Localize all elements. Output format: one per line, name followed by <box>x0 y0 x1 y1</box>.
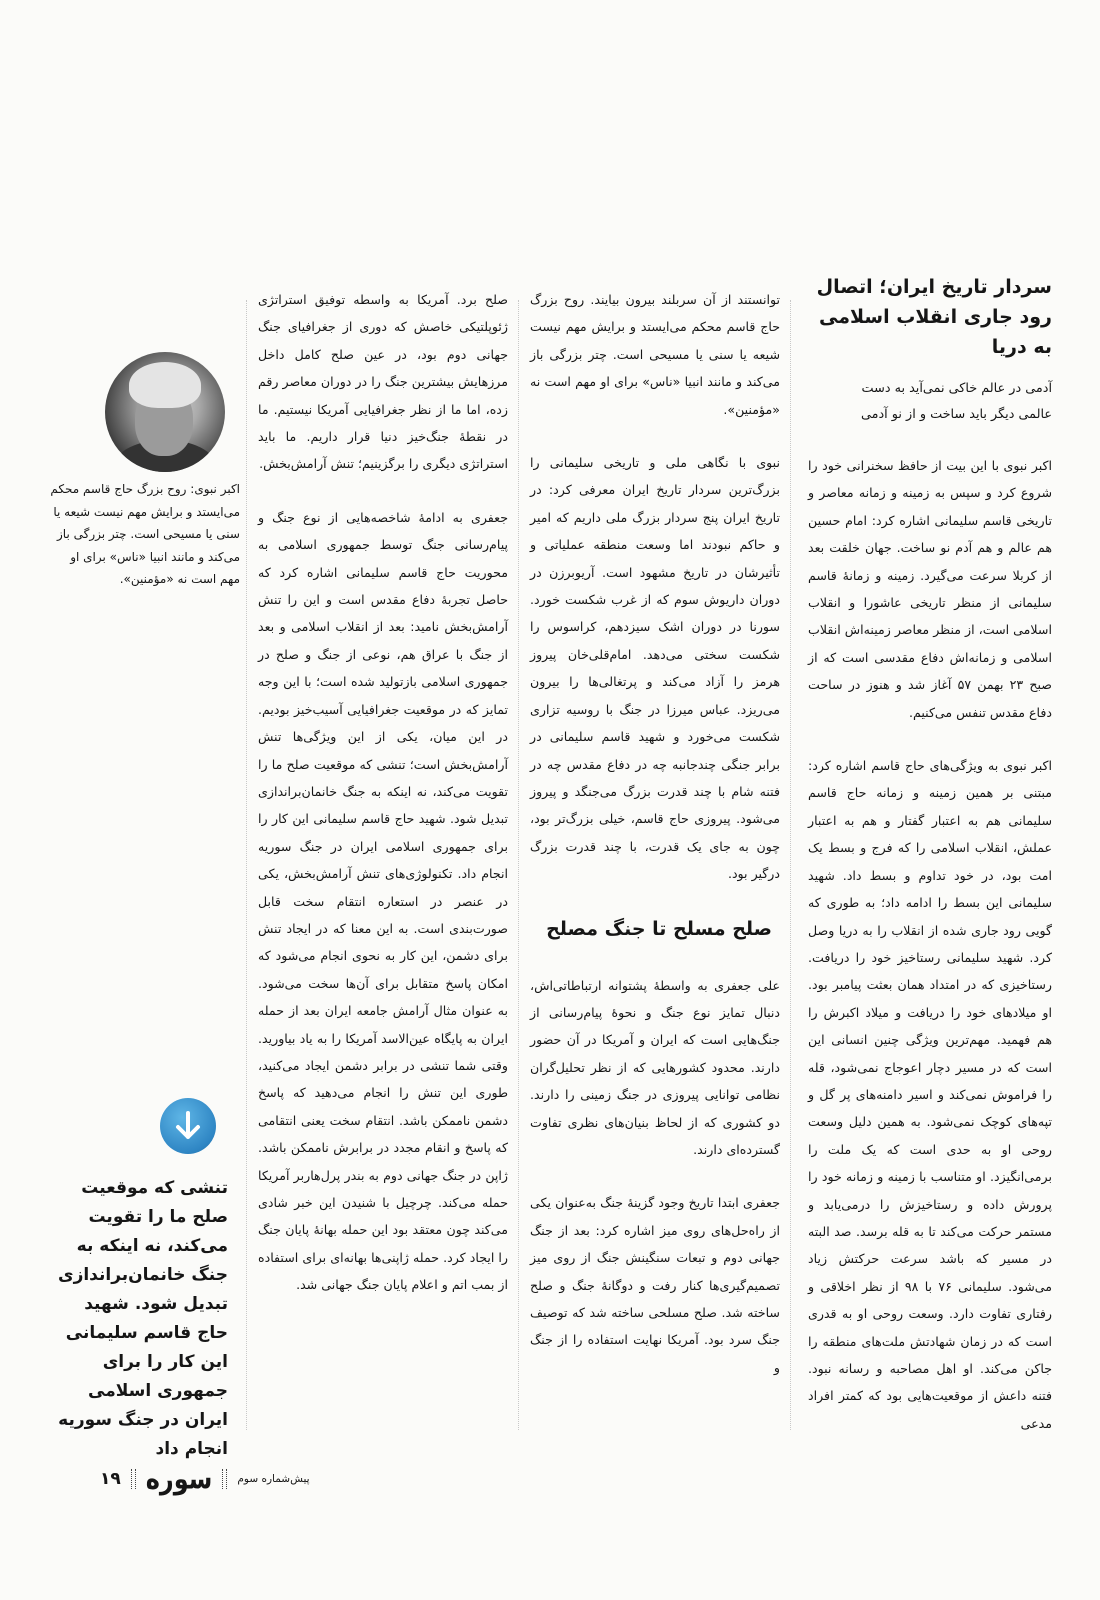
verse-line: عالمی دیگر باید ساخت و از نو آدمی <box>860 407 1052 422</box>
paragraph: اکبر نبوی به ویژگی‌های حاج قاسم اشاره کرد: مبتنی بر همین زمینه و زمانه حاج قاسم سلیمانی هم به اعتبار گفتار و هم به اعتبار عملش، انقلاب اسلامی را که فرج و بسط یک امت بود، در خود تداوم و بسط داد. شهید سلیمانی این بسط را ادامه داد؛ به طوری که گویی رود جاری شده از انقلاب را به دریا وصل کرد. شهید سلیمانی رستاخیز خود را دریافت. رستاخیزی که در امتداد همان بعثت پیامبر بود. او میلادهای خود را دریافت و میلاد اکبرش را هم فهمید. مهم‌ترین ویژگی چنین انسانی این است که در مسیر دچار اعوجاج نمی‌شود، قله را فراموش نمی‌کند و اسیر دامنه‌های پر گل و تپه‌های کوچک نمی‌شود. به همین دلیل وسعت روحی او به حدی است که یک ملت را برمی‌انگیزد. او متناسب با زمینه و زمانه خود را پرورش داده و رستاخیزش را درمی‌یابد و مستمر حرکت می‌کند تا به قله برسد. صد البته در مسیر که باشد سرعت حرکتش زیاد می‌شود. سلیمانی ۷۶ با ۹۸ از نظر اخلاقی و رفتاری تفاوت دارد. وسعت روحی او به قدری است که در زمان شهادتش ملت‌های منطقه را جاکن می‌کند. او اهل مصاحبه و رسانه نبود. فتنه داعش از موقعیت‌هایی بود که کمتر افراد مدعی <box>808 758 1053 1431</box>
portrait-photo <box>105 352 225 472</box>
magazine-logo: سوره <box>145 1462 213 1496</box>
page-footer <box>100 1464 310 1494</box>
column-divider <box>246 300 247 1430</box>
issue-label: پیش‌شماره سوم <box>237 1473 310 1485</box>
paragraph: جعفری به ادامهٔ شاخصه‌هایی از نوع جنگ و پیام‌رسانی جنگ توسط جمهوری اسلامی به محوریت حاج قاسم سلیمانی اشاره کرد که حاصل تجربهٔ دفاع مقدس است و این را تنش آرامش‌بخش نامید: بعد از انقلاب اسلامی و بعد از جنگ با عراق هم، نوعی از جنگ و صلح در جمهوری اسلامی بازتولید شده است؛ با این وجه تمایز که در موقعیت جغرافیایی آسیب‌خیز بودیم. در این میان، یکی از این ویژگی‌ها تنش آرامش‌بخش است؛ تنشی که موقعیت صلح ما را تقویت می‌کند، نه اینکه به جنگ خانمان‌براندازی تبدیل شود. شهید حاج قاسم سلیمانی این کار را برای جمهوری اسلامی ایران در جنگ سوریه انجام داد. تکنولوژی‌های تنش آرامش‌بخش، یکی در عنصر در استعاره انتقام سخت قابل صورت‌بندی است. به این معنا که در ایجاد تنش برای دشمن، این کار به نحوی انجام می‌شود که امکان پاسخ متقابل برای آن‌ها سخت می‌شود. به عنوان مثال آرامش جامعه ایران بعد از حمله ایران به پایگاه عین‌الاسد آمریکا را به یاد بیاورید. وقتی شما تنشی در برابر دشمن ایجاد می‌کنید، طوری این تنش را انجام می‌دهید که پاسخ دشمن ناممکن باشد. انتقام سخت یعنی انتقامی که پاسخ و انقام مجدد در برابرش ناممکن باشد. ژاپن در جنگ جهانی دوم به بندر پرل‌هاربر آمریکا حمله می‌کند. چرچیل با شنیدن این خبر شادی می‌کند چون معتقد بود این حمله بهانهٔ پایان جنگ را ایجاد کرد. حمله ژاپنی‌ها بهانه‌ای برای استفاده از بمب اتم و اعلام پایان جنگ جهانی شد. <box>258 509 508 1293</box>
article-column-1 <box>808 272 1052 1437</box>
poem-verse <box>808 376 1052 428</box>
article-column-2 <box>530 286 780 1381</box>
paragraph: توانستند از آن سربلند بیرون بیایند. روح بزرگ حاج قاسم محکم می‌ایستد و برایش مهم نیست شیعه یا سنی یا مسیحی است. چتر بزرگی باز می‌کند و مانند انبیا «ناس» برای او مهم است نه «مؤمنین». <box>530 292 780 417</box>
page-number: ۱۹ <box>100 1469 121 1489</box>
arrow-down-circle-icon <box>160 1098 216 1154</box>
paragraph: صلح برد. آمریکا به واسطه توفیق استراتژی ژئوپلتیکی خاصش که دوری از جغرافیای جنگ جهانی دوم بود، در عین صلح کامل داخل مرزهایش بیشترین جنگ را در دوران معاصر رقم زده، اما ما از نظر جغرافیایی آمریکا نیستیم. ما در نقطهٔ جنگ‌خیز دنیا قرار داریم. ما باید استراتژی دیگری را برگزینیم؛ تنش آرامش‌بخش. <box>258 292 508 472</box>
footer-separator <box>222 1469 227 1489</box>
article-column-3 <box>258 286 508 1299</box>
photo-caption: اکبر نبوی: روح بزرگ حاج قاسم محکم می‌ایستد و برایش مهم نیست شیعه یا سنی یا مسیحی است. چتر بزرگی باز می‌کند و مانند انبیا «ناس» برای او مهم است نه «مؤمنین». <box>50 482 240 586</box>
footer-separator <box>131 1469 136 1489</box>
paragraph: اکبر نبوی با این بیت از حافظ سخنرانی خود را شروع کرد و سپس به زمینه و زمانه معاصر و تاریخی قاسم سلیمانی اشاره کرد: امام حسین هم عالم و هم آدم نو ساخت. جهان خلقت بعد از کربلا سرعت می‌گیرد. زمینه و زمانهٔ قاسم سلیمانی از منظر تاریخی عاشورا و انقلاب اسلامی است، از منظر معاصر زمینه‌اش انقلاب اسلامی و زمانه‌اش دفاع مقدسی است که از صبح ۲۳ بهمن ۵۷ آغاز شد و هنوز در ساحت دفاع مقدس تنفس می‌کنیم. <box>808 458 1053 720</box>
pull-quote: تنشی که موقعیت صلح ما را تقویت می‌کند، نه اینکه به جنگ خانمان‌براندازی تبدیل شود. شهید حاج قاسم سلیمانی این کار را برای جمهوری اسلامی ایران در جنگ سوریه انجام داد <box>57 1178 228 1459</box>
paragraph: نبوی با نگاهی ملی و تاریخی سلیمانی را بزرگ‌ترین سردار تاریخ ایران معرفی کرد: در تاریخ ایران پنج سردار بزرگ ملی داریم که امیر و حاکم نبودند اما وسعت منطقه عملیاتی و تأثیرشان در تاریخ مشهود است. آریو‌برزن در دوران داریوش سوم که از غرب شکست خورد. سورنا در دوران اشک سیزدهم، کراسوس را شکست سختی می‌دهد. امام‌قلی‌خان پیروز هرمز را آزاد می‌کند و پرتغالی‌ها را بیرون می‌ریزد. عباس میرزا در جنگ با روسیه تزاری شکست می‌خورد و شهید قاسم سلیمانی در برابر جنگی چندجانبه چه در دفاع مقدس چه در فتنه شام با چند قدرت بزرگ می‌جنگد و پیروز می‌شود. پیروزی حاج قاسم، خیلی بزرگ‌تر بود، چون به جای یک قدرت، با چند قدرت بزرگ درگیر بود. <box>530 455 780 882</box>
column-divider <box>790 300 791 1430</box>
verse-line: آدمی در عالم خاکی نمی‌آید به دست <box>861 381 1052 396</box>
article-headline: سردار تاریخ ایران؛ اتصال رود جاری انقلاب اسلامی به دریا <box>816 276 1052 358</box>
paragraph: جعفری ابتدا تاریخ وجود گزینهٔ جنگ به‌عنوان یکی از راه‌حل‌های روی میز اشاره کرد: بعد از جنگ جهانی دوم و تبعات سنگینش جنگ از روی میز تصمیم‌گیری‌ها کنار رفت و دوگانهٔ جنگ و صلح ساخته شد. صلح مسلحی ساخته شد که توصیف جنگ سرد بود. آمریکا نهایت استفاده را از جنگ و <box>530 1195 780 1375</box>
column-divider <box>518 300 519 1430</box>
section-subheading: صلح مسلح تا جنگ مصلح <box>546 917 772 940</box>
paragraph: علی جعفری به واسطهٔ پشتوانه ارتباطاتی‌اش، دنبال تمایز نوع جنگ و نحوهٔ پیام‌رسانی از جنگ‌هایی است که ایران و آمریکا در آن حضور دارند. محدود کشورهایی که از نظر تحلیل‌گران نظامی توانایی پیروزی در جنگ زمینی را دارند. دو کشوری که از لحاظ بنیان‌های نظری تفاوت گسترده‌ای دارند. <box>530 977 780 1157</box>
